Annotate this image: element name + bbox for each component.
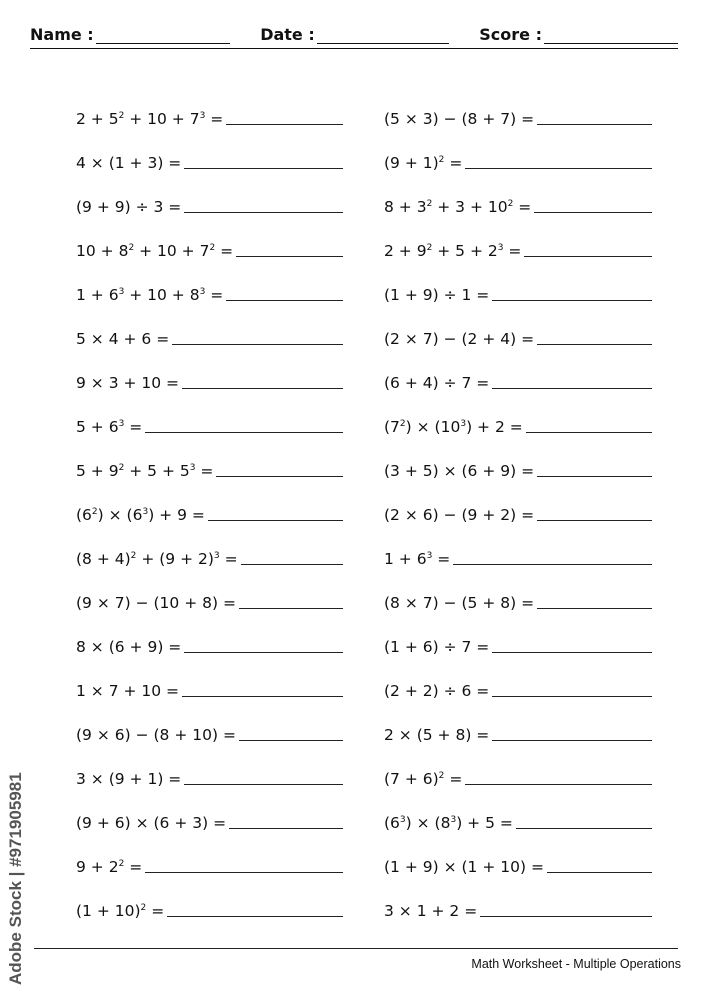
problem-expression: $1 + 6^3$ = xyxy=(384,550,451,568)
problem-row xyxy=(384,480,652,524)
problem-expression: (8 × 7) − (5 + 8) = xyxy=(384,594,535,612)
problem-expression: $(9 + 1)^2$ = xyxy=(384,154,463,172)
problem-row xyxy=(76,348,343,392)
problem-expression: 4 × (1 + 3) = xyxy=(76,154,182,172)
answer-blank[interactable] xyxy=(184,194,343,213)
problem-expression: $(7 + 6)^2$ = xyxy=(384,770,463,788)
problem-expression: 1 × 7 + 10 = xyxy=(76,682,180,700)
problem-expression: (1 + 9) × (1 + 10) = xyxy=(384,858,544,876)
problem-row xyxy=(384,216,652,260)
answer-blank[interactable] xyxy=(492,634,652,653)
answer-blank[interactable] xyxy=(524,238,652,257)
problem-row xyxy=(76,436,343,480)
problem-expression: (9 + 6) × (6 + 3) = xyxy=(76,814,227,832)
problem-expression: 3 × 1 + 2 = xyxy=(384,902,478,920)
problem-row xyxy=(384,700,652,744)
problem-expression: $2 + 5^2 + 10 + 7^3$ = xyxy=(76,110,224,128)
answer-blank[interactable] xyxy=(492,282,652,301)
problem-expression: $5 + 9^2 + 5 + 5^3$ = xyxy=(76,462,214,480)
problem-row xyxy=(384,788,652,832)
date-blank[interactable] xyxy=(317,29,449,44)
problem-expression: (9 × 6) − (8 + 10) = xyxy=(76,726,236,744)
answer-blank[interactable] xyxy=(216,458,343,477)
problem-expression: $(1 + 10)^2$ = xyxy=(76,902,165,920)
problem-row xyxy=(384,260,652,304)
problem-expression: (2 × 6) − (9 + 2) = xyxy=(384,506,535,524)
problem-expression: (1 + 9) ÷ 1 = xyxy=(384,286,490,304)
date-label: Date : xyxy=(260,25,315,44)
problem-row xyxy=(76,700,343,744)
answer-blank[interactable] xyxy=(145,854,343,873)
problem-expression: $8 + 3^2 + 3 + 10^2$ = xyxy=(384,198,532,216)
answer-blank[interactable] xyxy=(537,106,652,125)
problem-row xyxy=(76,832,343,876)
problem-row xyxy=(384,744,652,788)
problem-expression: (2 + 2) ÷ 6 = xyxy=(384,682,490,700)
problem-row xyxy=(76,128,343,172)
problem-expression: 3 × (9 + 1) = xyxy=(76,770,182,788)
problem-row xyxy=(76,260,343,304)
answer-blank[interactable] xyxy=(184,766,343,785)
answer-blank[interactable] xyxy=(182,678,343,697)
problem-row xyxy=(76,304,343,348)
answer-blank[interactable] xyxy=(229,810,343,829)
answer-blank[interactable] xyxy=(239,590,343,609)
side-watermark: Adobe Stock | #971905981 xyxy=(6,772,25,985)
problem-row xyxy=(76,392,343,436)
problem-expression: $9 + 2^2$ = xyxy=(76,858,143,876)
problem-expression: $(7^2) \times (10^3) + 2$ = xyxy=(384,418,523,436)
problem-expression: $10 + 8^2 + 10 + 7^2$ = xyxy=(76,242,234,260)
problem-row xyxy=(76,568,343,612)
answer-blank[interactable] xyxy=(537,590,652,609)
problem-row xyxy=(76,216,343,260)
answer-blank[interactable] xyxy=(236,238,343,257)
problem-row xyxy=(384,348,652,392)
answer-blank[interactable] xyxy=(534,194,652,213)
problem-expression: (9 × 7) − (10 + 8) = xyxy=(76,594,236,612)
left-problem-column xyxy=(76,84,343,920)
answer-blank[interactable] xyxy=(537,502,652,521)
problem-expression: $5 + 6^3$ = xyxy=(76,418,143,436)
problem-expression: (5 × 3) − (8 + 7) = xyxy=(384,110,535,128)
problem-expression: (2 × 7) − (2 + 4) = xyxy=(384,330,535,348)
answer-blank[interactable] xyxy=(480,898,652,917)
problem-row xyxy=(384,392,652,436)
answer-blank[interactable] xyxy=(184,634,343,653)
answer-blank[interactable] xyxy=(239,722,343,741)
answer-blank[interactable] xyxy=(465,766,652,785)
problem-row xyxy=(384,832,652,876)
answer-blank[interactable] xyxy=(172,326,343,345)
answer-blank[interactable] xyxy=(492,370,652,389)
problem-expression: $(8 + 4)^2 + (9 + 2)^3$ = xyxy=(76,550,238,568)
right-problem-column xyxy=(384,84,652,920)
problem-expression: $1 + 6^3 + 10 + 8^3$ = xyxy=(76,286,224,304)
problem-expression: 2 × (5 + 8) = xyxy=(384,726,490,744)
problem-row xyxy=(76,172,343,216)
date-field[interactable] xyxy=(260,25,449,44)
problem-expression: (3 + 5) × (6 + 9) = xyxy=(384,462,535,480)
problem-row xyxy=(76,656,343,700)
problem-row xyxy=(384,876,652,920)
problem-row xyxy=(76,84,343,128)
name-label: Name : xyxy=(30,25,94,44)
problem-row xyxy=(384,568,652,612)
answer-blank[interactable] xyxy=(465,150,652,169)
footer-title: Math Worksheet - Multiple Operations xyxy=(471,957,681,971)
problem-row xyxy=(384,612,652,656)
answer-blank[interactable] xyxy=(145,414,343,433)
problem-row xyxy=(384,172,652,216)
problem-row xyxy=(384,436,652,480)
problem-expression: $(6^2) \times (6^3) + 9$ = xyxy=(76,506,205,524)
answer-blank[interactable] xyxy=(547,854,652,873)
problem-row xyxy=(76,876,343,920)
problem-row xyxy=(384,304,652,348)
name-blank[interactable] xyxy=(96,29,230,44)
problem-expression: (6 + 4) ÷ 7 = xyxy=(384,374,490,392)
problem-row xyxy=(76,612,343,656)
score-label: Score : xyxy=(479,25,542,44)
answer-blank[interactable] xyxy=(226,106,343,125)
problem-expression: $(6^3) \times (8^3) + 5$ = xyxy=(384,814,513,832)
problem-row xyxy=(76,524,343,568)
answer-blank[interactable] xyxy=(537,458,652,477)
answer-blank[interactable] xyxy=(537,326,652,345)
answer-blank[interactable] xyxy=(241,546,343,565)
problem-row xyxy=(76,744,343,788)
answer-blank[interactable] xyxy=(182,370,343,389)
answer-blank[interactable] xyxy=(167,898,343,917)
footer-divider xyxy=(34,948,678,949)
score-blank[interactable] xyxy=(544,29,678,44)
problem-expression: (9 + 9) ÷ 3 = xyxy=(76,198,182,216)
name-field[interactable] xyxy=(30,25,230,44)
problem-row xyxy=(384,128,652,172)
problem-row xyxy=(384,656,652,700)
problem-expression: 9 × 3 + 10 = xyxy=(76,374,180,392)
problem-expression: $2 + 9^2 + 5 + 2^3$ = xyxy=(384,242,522,260)
answer-blank[interactable] xyxy=(516,810,652,829)
problem-expression: 5 × 4 + 6 = xyxy=(76,330,170,348)
answer-blank[interactable] xyxy=(453,546,652,565)
answer-blank[interactable] xyxy=(226,282,343,301)
problem-row xyxy=(76,480,343,524)
problem-expression: 8 × (6 + 9) = xyxy=(76,638,182,656)
problem-row xyxy=(384,84,652,128)
answer-blank[interactable] xyxy=(492,678,652,697)
score-field[interactable] xyxy=(479,25,678,44)
problem-row xyxy=(384,524,652,568)
answer-blank[interactable] xyxy=(526,414,652,433)
answer-blank[interactable] xyxy=(184,150,343,169)
problem-row xyxy=(76,788,343,832)
worksheet-header xyxy=(30,20,678,49)
answer-blank[interactable] xyxy=(492,722,652,741)
problem-expression: (1 + 6) ÷ 7 = xyxy=(384,638,490,656)
answer-blank[interactable] xyxy=(208,502,343,521)
